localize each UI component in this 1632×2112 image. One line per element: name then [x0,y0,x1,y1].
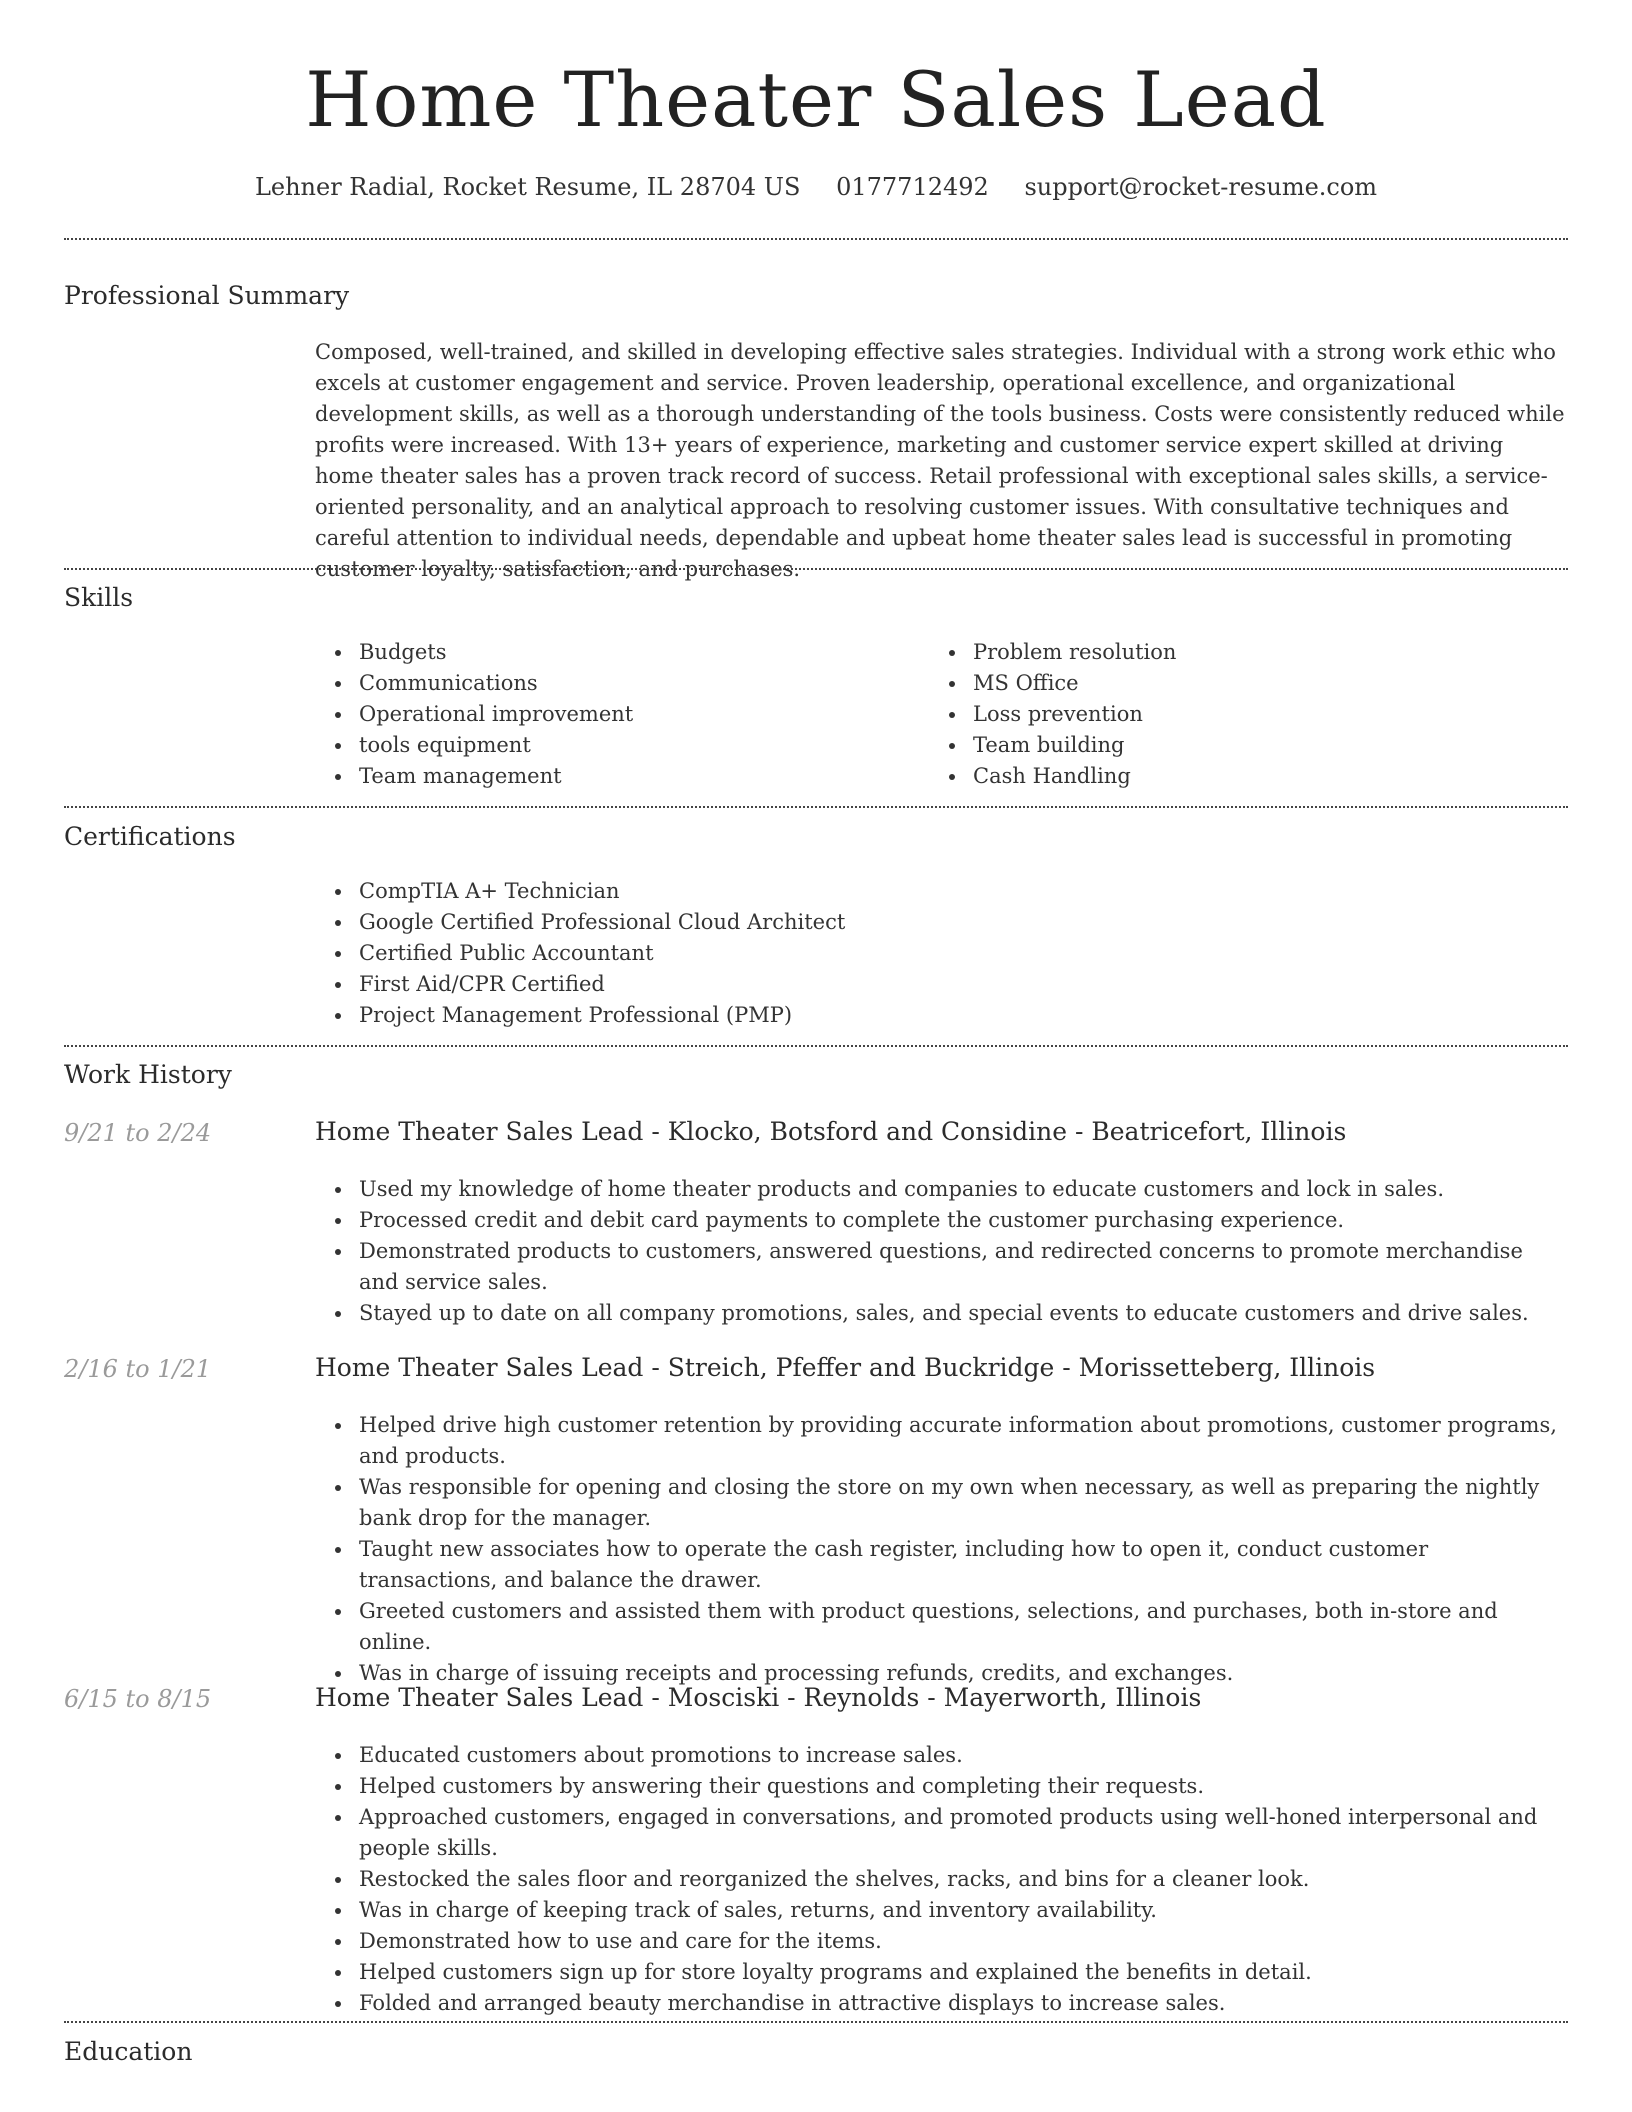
job-dates: 2/16 to 1/21 [64,1355,212,1383]
section-title-certifications: Certifications [64,822,236,851]
list-item: Helped customers sign up for store loyalty programs and explained the benefits in detail. [315,1957,1567,1988]
certifications-list [315,876,1567,1031]
list-item: Processed credit and debit card payments to complete the customer purchasing experience. [315,1205,1567,1236]
list-item: Team management [315,761,915,792]
list-item: Helped drive high customer retention by providing accurate information about promotions, customer programs, and products. [315,1410,1567,1472]
list-item: Was in charge of issuing receipts and processing refunds, credits, and exchanges. [315,1658,1567,1689]
list-item: Google Certified Professional Cloud Architect [315,907,1567,938]
list-item: Certified Public Accountant [315,938,1567,969]
list-item: Loss prevention [929,699,1529,730]
list-item: Restocked the sales floor and reorganized the shelves, racks, and bins for a cleaner look. [315,1864,1567,1895]
job-bullets [315,1174,1567,1329]
contact-email: support@rocket-resume.com [1024,173,1378,201]
section-title-work-history: Work History [64,1060,232,1089]
list-item: Stayed up to date on all company promotions, sales, and special events to educate customers and drive sales. [315,1298,1567,1329]
contact-address: Lehner Radial, Rocket Resume, IL 28704 US [254,173,801,201]
job-title: Home Theater Sales Lead - Mosciski - Reynolds - Mayerworth, Illinois [315,1683,1202,1712]
divider [64,568,1568,570]
list-item: tools equipment [315,730,915,761]
list-item: Helped customers by answering their questions and completing their requests. [315,1771,1567,1802]
list-item: Problem resolution [929,637,1529,668]
list-item: Demonstrated products to customers, answered questions, and redirected concerns to promote merchandise and service sales. [315,1236,1567,1298]
job-title: Home Theater Sales Lead - Streich, Pfeffer and Buckridge - Morissetteberg, Illinois [315,1353,1376,1382]
divider [64,806,1568,808]
section-title-summary: Professional Summary [64,281,350,310]
divider [64,238,1568,240]
list-item: Project Management Professional (PMP) [315,1000,1567,1031]
summary-text: Composed, well-trained, and skilled in developing effective sales strategies. Individual with a strong work ethic who excels at customer engagement and service. Proven leadership, operational excellence, and organizational development skills, as well as a thorough understanding of the tools business. Costs were consistently reduced while profits were increased. With 13+ years of experience, marketing and customer service expert skilled at driving home theater sales has a proven track record of success. Retail professional with exceptional sales skills, a service-oriented personality, and an analytical approach to resolving customer issues. With consultative techniques and careful attention to individual needs, dependable and upbeat home theater sales lead is successful in promoting customer loyalty, satisfaction, and purchases. [315,340,1565,581]
section-title-skills: Skills [64,583,134,612]
list-item: Taught new associates how to operate the cash register, including how to open it, conduct customer transactions, and balance the drawer. [315,1534,1567,1596]
job-bullets [315,1410,1567,1689]
job-bullets [315,1740,1567,2019]
job-title: Home Theater Sales Lead - Klocko, Botsford and Considine - Beatricefort, Illinois [315,1117,1347,1146]
section-title-education: Education [64,2037,193,2066]
job-dates: 9/21 to 2/24 [64,1119,212,1147]
list-item: Was in charge of keeping track of sales, returns, and inventory availability. [315,1895,1567,1926]
list-item: Cash Handling [929,761,1529,792]
list-item: Communications [315,668,915,699]
list-item: Operational improvement [315,699,915,730]
list-item: Educated customers about promotions to increase sales. [315,1740,1567,1771]
list-item: Budgets [315,637,915,668]
list-item: Folded and arranged beauty merchandise in attractive displays to increase sales. [315,1988,1567,2019]
page-title: Home Theater Sales Lead [305,55,1327,144]
list-item: Team building [929,730,1529,761]
list-item: Approached customers, engaged in conversations, and promoted products using well-honed interpersonal and people skills. [315,1802,1567,1864]
list-item: MS Office [929,668,1529,699]
job-dates: 6/15 to 8/15 [64,1685,212,1713]
contact-phone: 0177712492 [836,173,989,201]
list-item: Demonstrated how to use and care for the items. [315,1926,1567,1957]
list-item: First Aid/CPR Certified [315,969,1567,1000]
list-item: Was responsible for opening and closing the store on my own when necessary, as well as preparing the nightly bank drop for the manager. [315,1472,1567,1534]
list-item: CompTIA A+ Technician [315,876,1567,907]
skills-list-left [315,637,915,792]
list-item: Used my knowledge of home theater products and companies to educate customers and lock in sales. [315,1174,1567,1205]
skills-list-right [929,637,1529,792]
divider [64,2021,1568,2023]
list-item: Greeted customers and assisted them with product questions, selections, and purchases, both in-store and online. [315,1596,1567,1658]
contact-line [0,170,1632,204]
divider [64,1045,1568,1047]
